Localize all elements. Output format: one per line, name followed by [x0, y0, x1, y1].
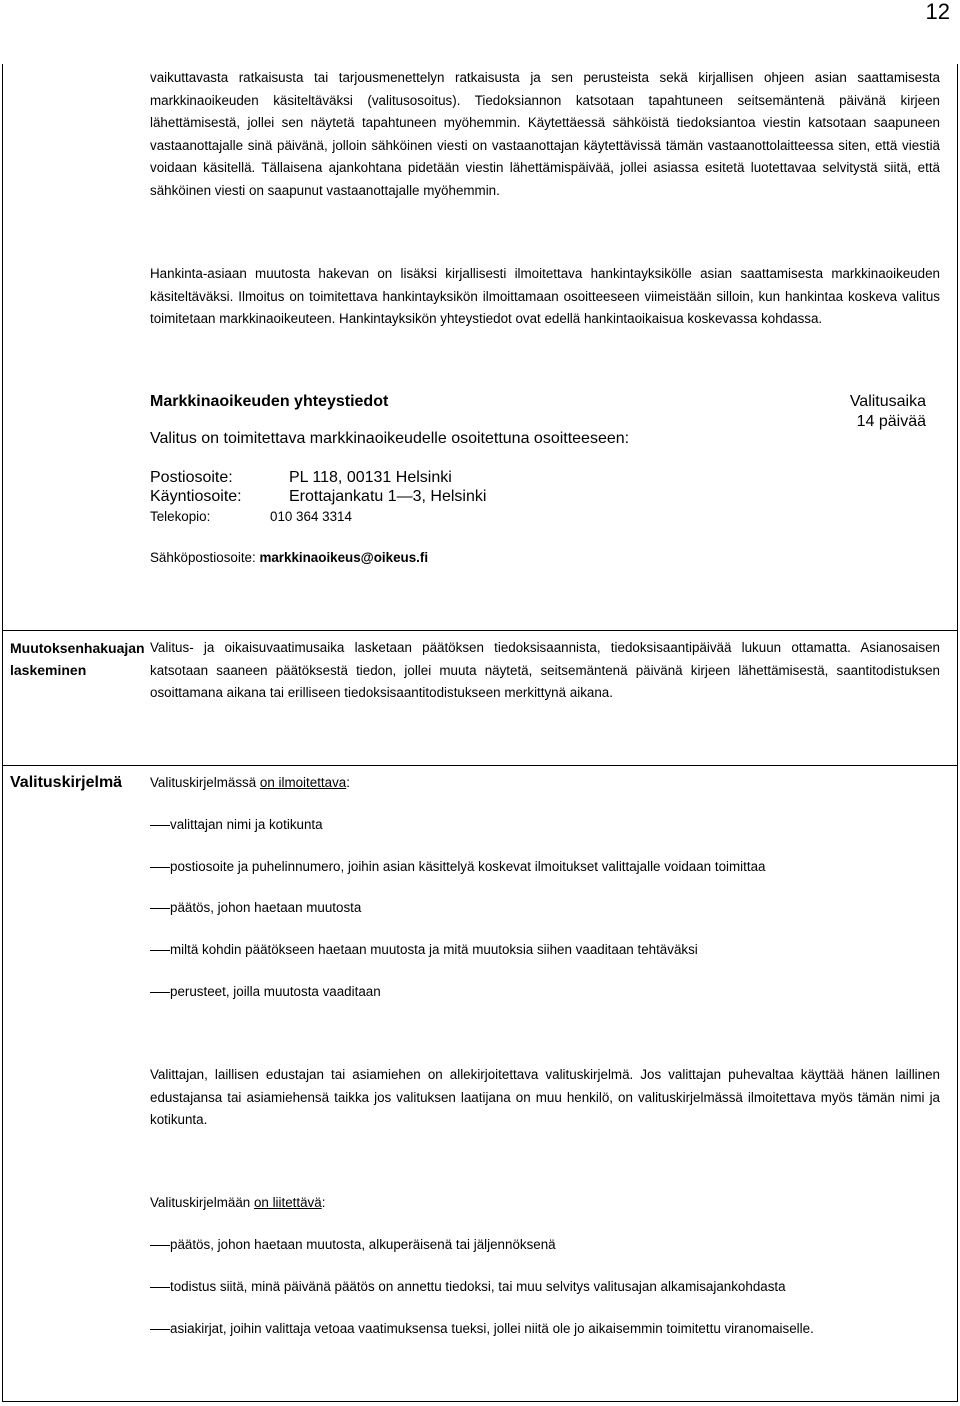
list-item-text: postiosoite ja puhelinnumero, joihin asian käsittelyä koskevat ilmoitukset valittajalle voidaan toimittaa [170, 859, 766, 874]
email-value: markkinaoikeus@oikeus.fi [259, 550, 429, 565]
attachment-text: asiakirjat, joihin valittaja vetoaa vaatimuksensa tueksi, jollei niitä ole jo aikaisemmin toimitettu viranomaiselle. [170, 1321, 814, 1336]
email-row [150, 548, 428, 568]
contact-instruction: Valitus on toimitettava markkinaoikeudelle osoitettuna osoitteeseen: [150, 430, 630, 447]
deadline-value: 14 päivää [856, 413, 926, 430]
contact-heading: Markkinaoikeuden yhteystiedot [150, 393, 389, 410]
dash-icon [150, 1245, 170, 1246]
appeal-intro-prefix: Valituskirjelmässä [150, 775, 260, 790]
attachment-text: todistus siitä, minä päivänä päätös on annettu tiedoksi, tai muu selvitys valitusajan alkamisajankohdasta [170, 1279, 786, 1294]
attach-intro [150, 1192, 940, 1215]
postal-value: PL 118, 00131 Helsinki [289, 469, 452, 486]
dash-icon [150, 950, 170, 951]
attach-intro-suffix: : [321, 1195, 326, 1210]
fax-row [150, 507, 352, 527]
period-text: Valitus- ja oikaisuvaatimusaika lasketaan päätöksen tiedoksisaannista, tiedoksisaantipäivää lukuun ottamatta. Asianosaisen katsotaan saaneen päätöksestä tiedon, jollei muuta näytetä, seitsemäntenä päivänä kirjeen lähettämisestä, saantitodistuksen osoittamana aikana tai erilliseen tiedoksisaantitodistukseen merkittynä aikana. [150, 640, 940, 700]
appeal-label: Valituskirjelmä [10, 774, 123, 791]
attachment-item [150, 1319, 814, 1339]
appeal-intro-suffix: : [346, 775, 350, 790]
intro-paragraph: vaikuttavasta ratkaisusta tai tarjousmenettelyn ratkaisusta ja sen perusteista sekä kirjallisen ohjeen asian saattamisesta markkinaoikeuden käsiteltäväksi (valitusosoitus). Tiedoksiannon katsotaan tapahtuneen seitsemäntenä päivänä kirjeen lähettämisestä, jollei sen näytetä tapahtuneen myöhemmin. Käytettäessä sähköistä tiedoksiantoa viestin katsotaan saapuneen vastaanottajalle sinä päivänä, jolloin sähköinen viesti on vastaanottajan käytettävissä tämän vastaanottolaitteessa siten, että viestiä voidaan käsitellä. Tällaisena ajankohtana pidetään viestin lähettämispäivää, jollei asiassa esitetä luotettavaa selvitystä siitä, että sähköinen viesti on saapunut vastaanottajalle myöhemmin. [150, 70, 940, 198]
list-item [150, 898, 361, 918]
attach-intro-prefix: Valituskirjelmään [150, 1195, 254, 1210]
fax-label: Telekopio: [150, 509, 211, 524]
attachment-item [150, 1235, 556, 1255]
appeal-intro-underlined: on ilmoitettava [259, 775, 347, 790]
dash-icon [150, 1329, 170, 1330]
visit-label: Käyntiosoite: [150, 488, 242, 505]
postal-label: Postiosoite: [150, 469, 233, 486]
list-item-text: päätös, johon haetaan muutosta [170, 900, 362, 915]
dash-icon [150, 992, 170, 993]
fax-value: 010 364 3314 [270, 509, 352, 524]
dash-icon [150, 825, 170, 826]
attachment-text: päätös, johon haetaan muutosta, alkuperäisenä tai jäljennöksenä [170, 1237, 556, 1252]
dash-icon [150, 1287, 170, 1288]
list-item [150, 815, 323, 835]
section-rule-period [2, 630, 958, 631]
appeal-intro [150, 772, 940, 795]
page-number: 12 [925, 0, 950, 24]
dash-icon [150, 867, 170, 868]
notice-paragraph: Hankinta-asiaan muutosta hakevan on lisäksi kirjallisesti ilmoitettava hankintayksikölle asian saattamisesta markkinaoikeuden käsiteltäväksi. Ilmoitus on toimitettava hankintayksikön ilmoittamaan osoitteeseen viimeistään silloin, kun hankintaa koskeva valitus toimitetaan markkinaoikeuteen. Hankintayksikön yhteystiedot ovat edellä hankintaoikaisua koskevassa kohdassa. [150, 266, 940, 326]
attachment-item [150, 1277, 786, 1297]
deadline-box [800, 392, 926, 432]
signature-paragraph: Valittajan, laillisen edustajan tai asiamiehen on allekirjoitettava valituskirjelmä. Jos valittajan puhevaltaa käyttää hänen laillinen edustajansa tai asiamiehensä taikka jos valituksen laatijana on muu henkilö, on valituskirjelmässä ilmoitettava myös tämän nimi ja kotikunta. [150, 1067, 940, 1127]
postal-address-row [150, 468, 452, 488]
email-label: Sähköpostiosoite: [150, 550, 256, 565]
deadline-label: Valitusaika [849, 393, 926, 410]
visit-address-row [150, 487, 486, 507]
list-item [150, 982, 381, 1002]
list-item-text: perusteet, joilla muutosta vaaditaan [170, 984, 381, 999]
list-item-text: valittajan nimi ja kotikunta [170, 817, 323, 832]
period-label: Muutoksenhakuajan laskeminen [10, 640, 145, 678]
attach-intro-underlined: on liitettävä [253, 1195, 322, 1210]
list-item [150, 940, 698, 960]
list-item [150, 857, 765, 877]
dash-icon [150, 908, 170, 909]
visit-value: Erottajankatu 1—3, Helsinki [289, 488, 487, 505]
section-rule-appeal [2, 765, 958, 766]
list-item-text: miltä kohdin päätökseen haetaan muutosta ja mitä muutoksia siihen vaaditaan tehtäväksi [170, 942, 698, 957]
